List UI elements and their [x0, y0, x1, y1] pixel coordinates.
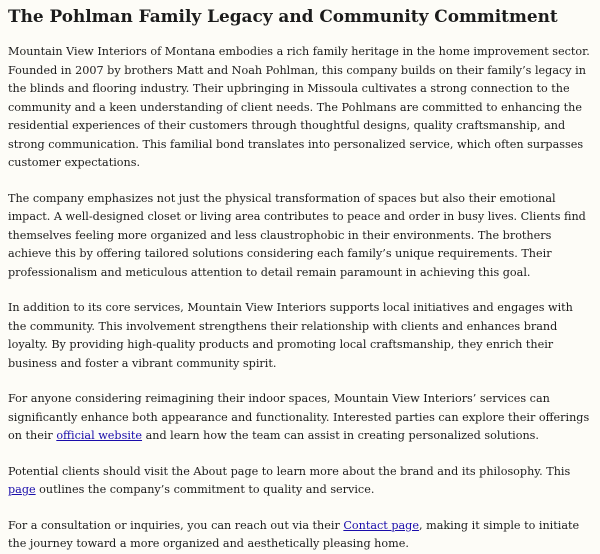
paragraph-community: In addition to its core services, Mountain View Interiors supports local initiatives and engages with the community. This involvement strengthens their relationship with clients and enhances brand loyalty. By providing high-quality products and promoting local craftsmanship, they enrich their business and foster a vibrant community spirit.: [8, 301, 573, 370]
contact-page-link[interactable]: Contact page: [343, 518, 419, 532]
paragraph-text: outlines the company’s commitment to quality and service.: [35, 483, 375, 496]
paragraph-text: For anyone considering reimagining their indoor spaces, Mountain View Interiors’ services can significantly enhance both appearance and functionality. Interested parties can explore their offerings on their: [8, 392, 590, 442]
about-page-link[interactable]: page: [8, 483, 36, 496]
paragraph-family-heritage: Mountain View Interiors of Montana embodies a rich family heritage in the home improvement sector. Founded in 2007 by brothers Matt and Noah Pohlman, this company builds on their family’s legacy in the blinds and flooring industry. Their upbringing in Missoula cultivates a strong connection to the community and a keen understanding of client needs. The Pohlmans are committed to enhancing the residential experiences of their customers through thoughtful designs, quality craftsmanship, and strong communication. This familial bond translates into personalized service, which often surpasses customer expectations.: [8, 45, 590, 169]
paragraph-text: For a consultation or inquiries, you can reach out via their: [8, 518, 344, 532]
paragraph-text: Potential clients should visit the About page to learn more about the brand and its philosophy. This: [8, 464, 571, 478]
article-title: The Pohlman Family Legacy and Community Commitment: [8, 6, 558, 26]
paragraph-emotional-impact: The company emphasizes not just the physical transformation of spaces but also their emotional impact. A well-designed closet or living area contributes to peace and order in busy lives. Clients find themselves feeling more organized and less claustrophobic in their environments. The brothers achieve this by offering tailored solutions considering each family’s unique requirements. Their professionalism and meticulous attention to detail remain paramount in achieving this goal.: [8, 191, 586, 279]
paragraph-official-website: [8, 390, 592, 446]
paragraph-text: and learn how the team can assist in creating personalized solutions.: [142, 429, 539, 442]
official-website-link[interactable]: official website: [56, 429, 143, 442]
paragraph-text: , making it simple to initiate the journey toward a more organized and aesthetically pleasing home.: [8, 518, 580, 550]
paragraph-about-page: [8, 463, 592, 500]
paragraph-contact: [8, 517, 592, 554]
